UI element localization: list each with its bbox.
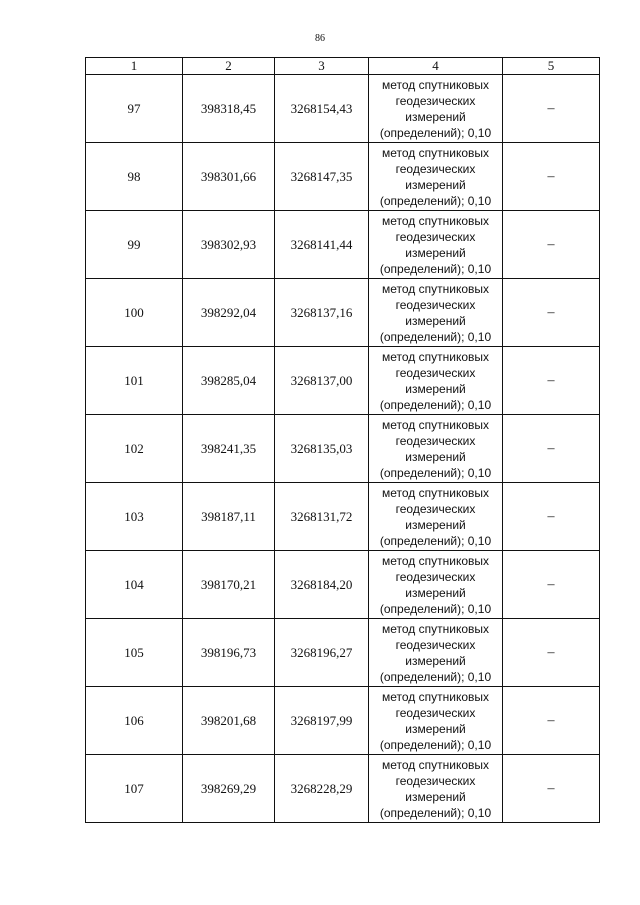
header-col-5: 5 bbox=[503, 58, 600, 75]
table-row bbox=[86, 755, 600, 823]
method-text-line: метод спутниковых bbox=[381, 621, 489, 636]
method-text-line: (определений); 0,10 bbox=[379, 261, 492, 276]
method-text-line: геодезических bbox=[395, 433, 476, 448]
method-text-line: метод спутниковых bbox=[381, 213, 489, 228]
header-col-3: 3 bbox=[275, 58, 369, 75]
method-text-line: измерений bbox=[405, 653, 466, 668]
y-coordinate-cell: 3268228,29 bbox=[275, 755, 369, 823]
table-row bbox=[86, 415, 600, 483]
point-number-cell: 104 bbox=[86, 551, 183, 619]
extra-cell: – bbox=[503, 551, 600, 619]
method-text-line: метод спутниковых bbox=[381, 77, 489, 92]
method-text-line: (определений); 0,10 bbox=[379, 193, 492, 208]
method-text-line: измерений bbox=[405, 449, 466, 464]
method-text-line: (определений); 0,10 bbox=[379, 329, 492, 344]
header-col-4: 4 bbox=[369, 58, 503, 75]
x-coordinate-cell: 398187,11 bbox=[183, 483, 275, 551]
extra-cell: – bbox=[503, 75, 600, 143]
extra-cell: – bbox=[503, 619, 600, 687]
table-row bbox=[86, 347, 600, 415]
method-text-line: (определений); 0,10 bbox=[379, 397, 492, 412]
method-text-line: (определений); 0,10 bbox=[379, 533, 492, 548]
point-number-cell: 100 bbox=[86, 279, 183, 347]
x-coordinate-cell: 398241,35 bbox=[183, 415, 275, 483]
method-text-line: метод спутниковых bbox=[381, 757, 489, 772]
method-text-line: геодезических bbox=[395, 705, 476, 720]
x-coordinate-cell: 398170,21 bbox=[183, 551, 275, 619]
y-coordinate-cell: 3268131,72 bbox=[275, 483, 369, 551]
method-text-line: измерений bbox=[405, 789, 466, 804]
method-cell bbox=[369, 211, 503, 279]
method-text-line: (определений); 0,10 bbox=[379, 601, 492, 616]
extra-cell: – bbox=[503, 347, 600, 415]
y-coordinate-cell: 3268184,20 bbox=[275, 551, 369, 619]
table-row bbox=[86, 687, 600, 755]
method-text-line: (определений); 0,10 bbox=[379, 465, 492, 480]
method-text-line: измерений bbox=[405, 313, 466, 328]
x-coordinate-cell: 398301,66 bbox=[183, 143, 275, 211]
x-coordinate-cell: 398196,73 bbox=[183, 619, 275, 687]
x-coordinate-cell: 398269,29 bbox=[183, 755, 275, 823]
extra-cell: – bbox=[503, 211, 600, 279]
method-cell bbox=[369, 687, 503, 755]
method-text-line: геодезических bbox=[395, 365, 476, 380]
method-text-line: метод спутниковых bbox=[381, 281, 489, 296]
method-text-line: измерений bbox=[405, 177, 466, 192]
method-text-line: метод спутниковых bbox=[381, 417, 489, 432]
extra-cell: – bbox=[503, 483, 600, 551]
method-text-line: геодезических bbox=[395, 229, 476, 244]
table-row bbox=[86, 143, 600, 211]
y-coordinate-cell: 3268147,35 bbox=[275, 143, 369, 211]
header-col-2: 2 bbox=[183, 58, 275, 75]
point-number-cell: 102 bbox=[86, 415, 183, 483]
method-text-line: геодезических bbox=[395, 501, 476, 516]
extra-cell: – bbox=[503, 755, 600, 823]
point-number-cell: 103 bbox=[86, 483, 183, 551]
table-row bbox=[86, 483, 600, 551]
y-coordinate-cell: 3268141,44 bbox=[275, 211, 369, 279]
y-coordinate-cell: 3268154,43 bbox=[275, 75, 369, 143]
method-cell bbox=[369, 619, 503, 687]
table-row bbox=[86, 211, 600, 279]
method-text-line: геодезических bbox=[395, 93, 476, 108]
method-text-line: геодезических bbox=[395, 569, 476, 584]
header-col-1: 1 bbox=[86, 58, 183, 75]
method-text-line: (определений); 0,10 bbox=[379, 805, 492, 820]
method-text-line: метод спутниковых bbox=[381, 349, 489, 364]
method-cell bbox=[369, 551, 503, 619]
extra-cell: – bbox=[503, 279, 600, 347]
y-coordinate-cell: 3268196,27 bbox=[275, 619, 369, 687]
y-coordinate-cell: 3268197,99 bbox=[275, 687, 369, 755]
method-text-line: измерений bbox=[405, 245, 466, 260]
x-coordinate-cell: 398201,68 bbox=[183, 687, 275, 755]
extra-cell: – bbox=[503, 415, 600, 483]
x-coordinate-cell: 398302,93 bbox=[183, 211, 275, 279]
method-text-line: геодезических bbox=[395, 161, 476, 176]
extra-cell: – bbox=[503, 143, 600, 211]
method-text-line: (определений); 0,10 bbox=[379, 125, 492, 140]
method-cell bbox=[369, 483, 503, 551]
method-text-line: измерений bbox=[405, 381, 466, 396]
y-coordinate-cell: 3268137,00 bbox=[275, 347, 369, 415]
table-row bbox=[86, 619, 600, 687]
y-coordinate-cell: 3268135,03 bbox=[275, 415, 369, 483]
method-cell bbox=[369, 755, 503, 823]
point-number-cell: 101 bbox=[86, 347, 183, 415]
y-coordinate-cell: 3268137,16 bbox=[275, 279, 369, 347]
point-number-cell: 97 bbox=[86, 75, 183, 143]
method-text-line: метод спутниковых bbox=[381, 485, 489, 500]
method-text-line: (определений); 0,10 bbox=[379, 737, 492, 752]
method-text-line: измерений bbox=[405, 721, 466, 736]
method-cell bbox=[369, 347, 503, 415]
method-text-line: измерений bbox=[405, 517, 466, 532]
point-number-cell: 105 bbox=[86, 619, 183, 687]
method-text-line: (определений); 0,10 bbox=[379, 669, 492, 684]
x-coordinate-cell: 398285,04 bbox=[183, 347, 275, 415]
table-row bbox=[86, 279, 600, 347]
x-coordinate-cell: 398292,04 bbox=[183, 279, 275, 347]
point-number-cell: 99 bbox=[86, 211, 183, 279]
table-row bbox=[86, 75, 600, 143]
x-coordinate-cell: 398318,45 bbox=[183, 75, 275, 143]
page-number: 86 bbox=[315, 33, 325, 44]
method-cell bbox=[369, 279, 503, 347]
method-text-line: геодезических bbox=[395, 297, 476, 312]
method-text-line: геодезических bbox=[395, 637, 476, 652]
method-text-line: метод спутниковых bbox=[381, 553, 489, 568]
point-number-cell: 106 bbox=[86, 687, 183, 755]
table-body bbox=[86, 75, 600, 823]
method-text-line: геодезических bbox=[395, 773, 476, 788]
method-cell bbox=[369, 143, 503, 211]
table-row bbox=[86, 551, 600, 619]
coordinates-table bbox=[85, 57, 600, 823]
method-text-line: измерений bbox=[405, 585, 466, 600]
header-row bbox=[86, 58, 600, 75]
extra-cell: – bbox=[503, 687, 600, 755]
method-text-line: метод спутниковых bbox=[381, 689, 489, 704]
point-number-cell: 107 bbox=[86, 755, 183, 823]
method-cell bbox=[369, 75, 503, 143]
method-text-line: метод спутниковых bbox=[381, 145, 489, 160]
method-text-line: измерений bbox=[405, 109, 466, 124]
method-cell bbox=[369, 415, 503, 483]
point-number-cell: 98 bbox=[86, 143, 183, 211]
